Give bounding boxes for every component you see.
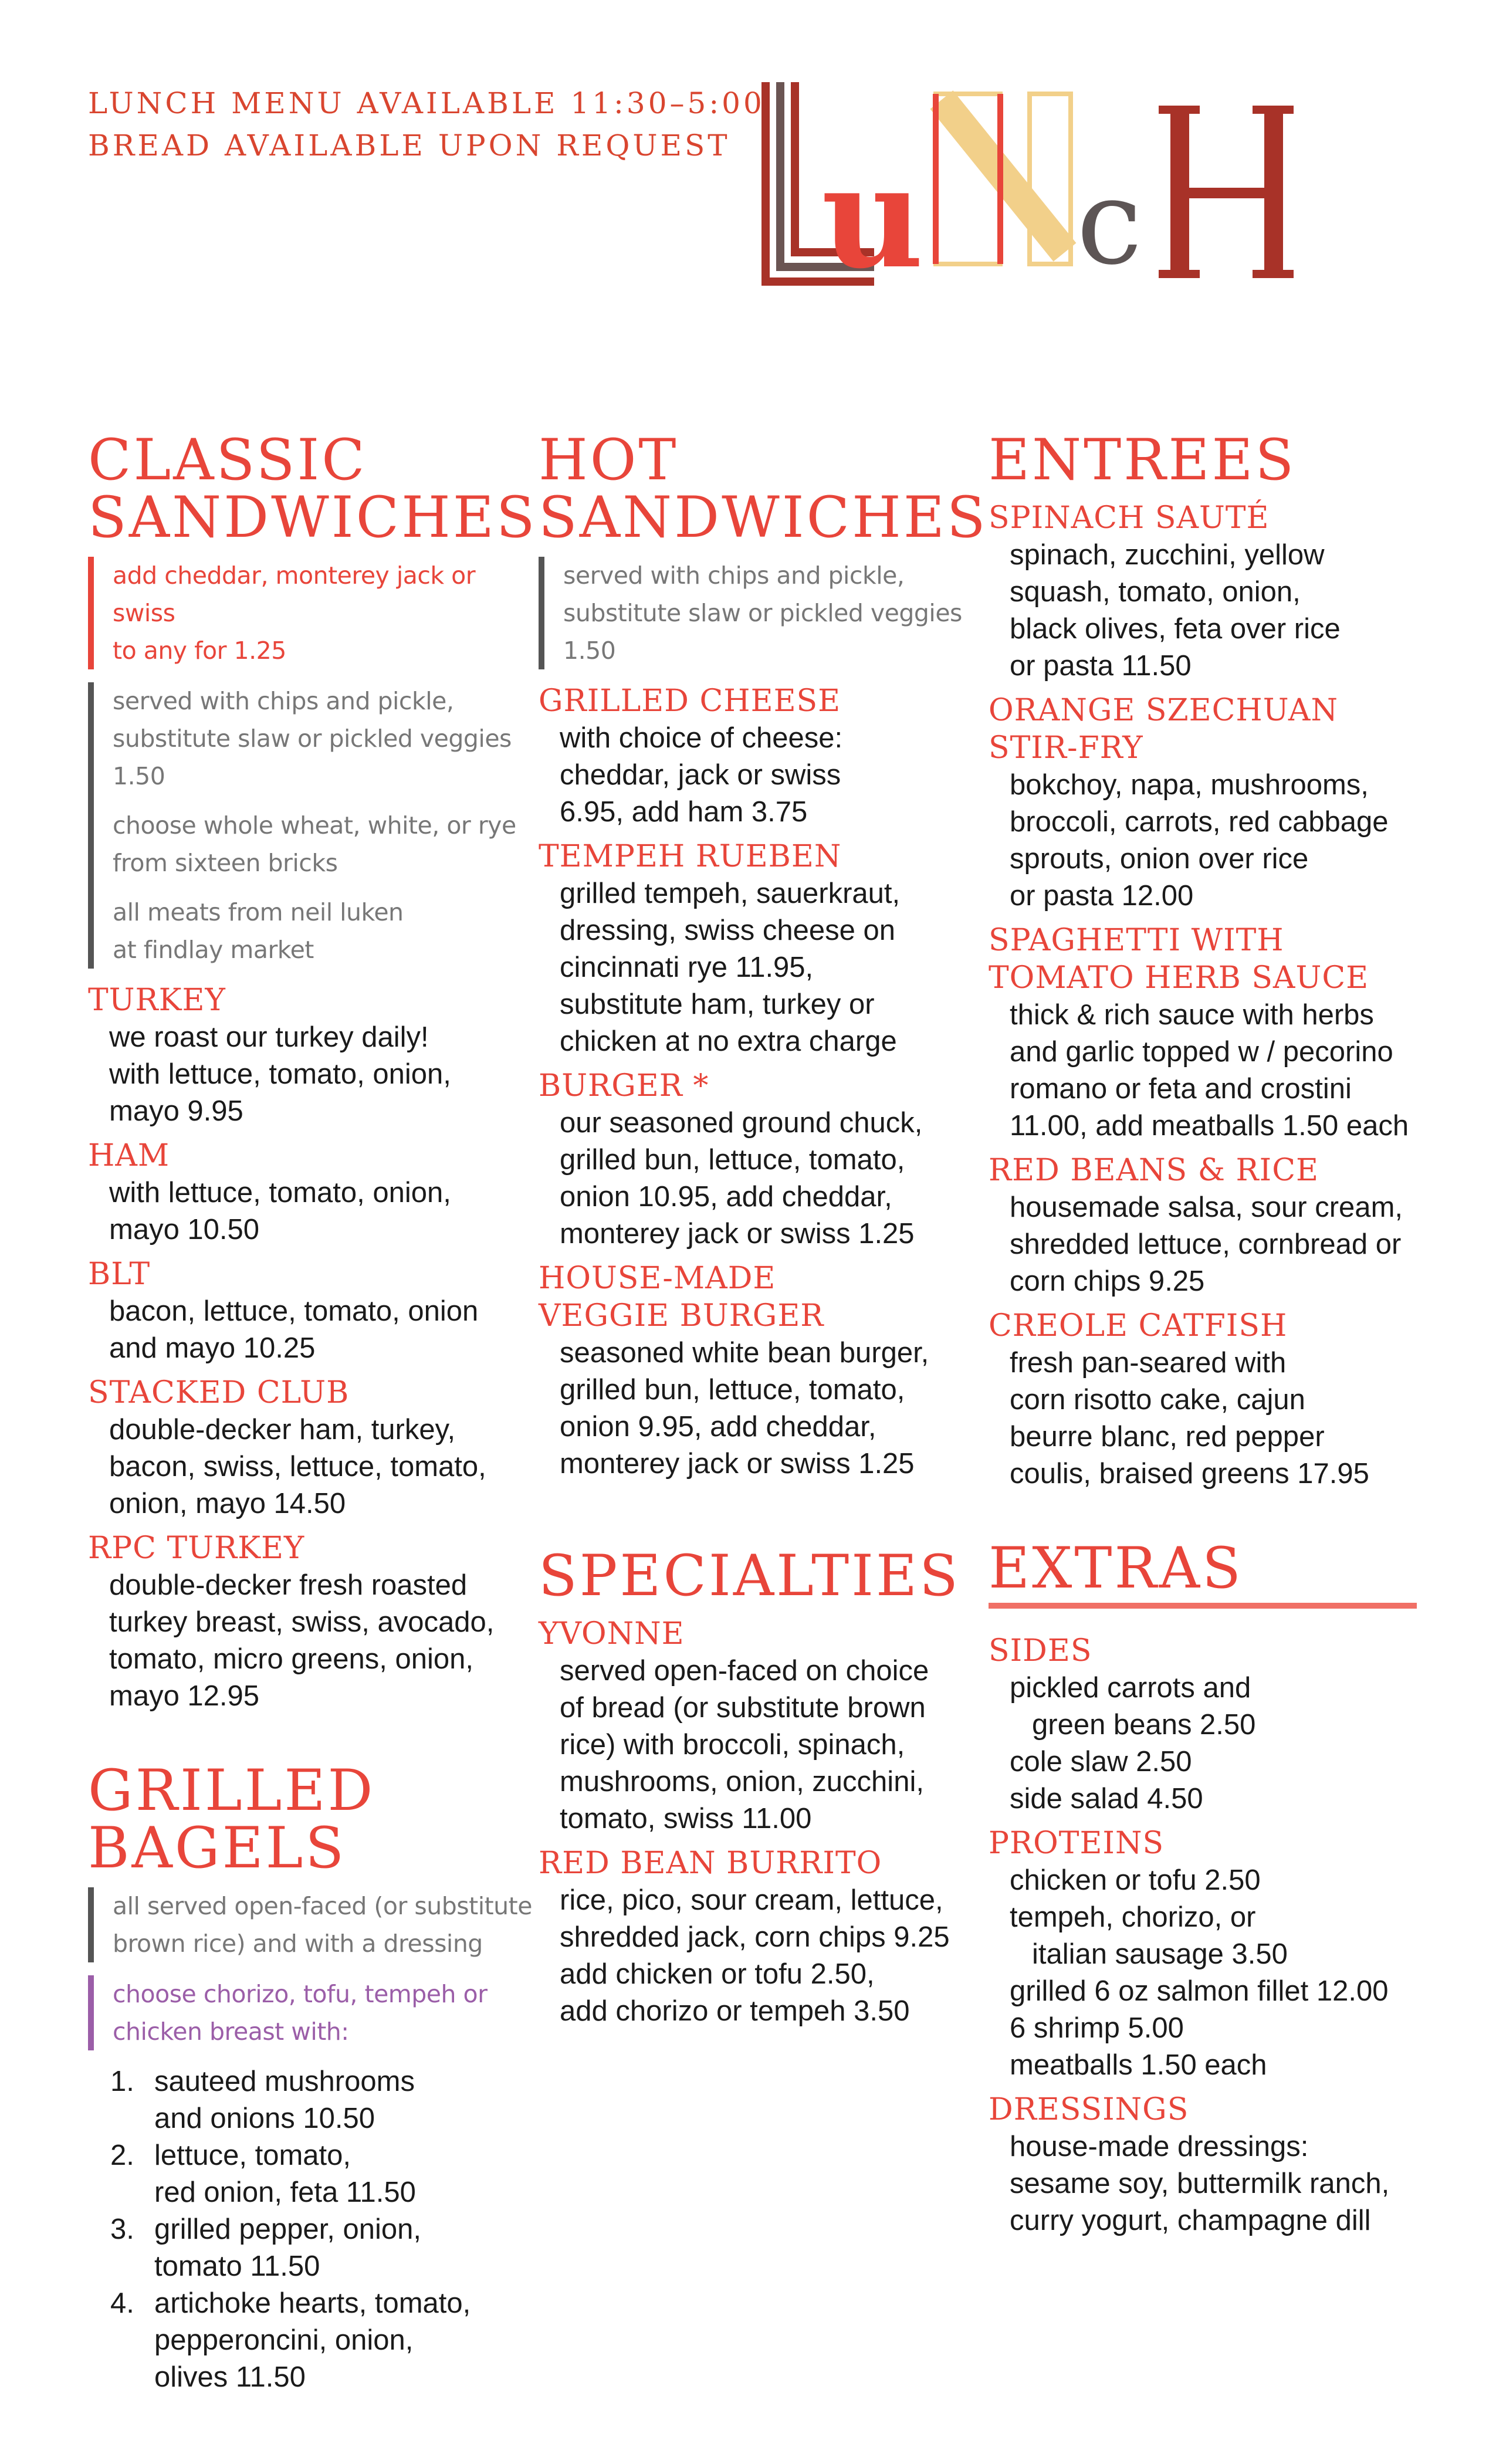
availability-hours: LUNCH MENU AVAILABLE 11:30–5:00 [88, 86, 765, 120]
item-name: CREOLE CATFISH [989, 1308, 1288, 1343]
item-description: rice, pico, sour cream, lettuce, shredded jack, corn chips 9.25 add chicken or tofu 2.50, add chorizo or tempeh 3.50 [560, 1884, 950, 2027]
menu-item [539, 1844, 990, 2030]
logo-letter-c: c [1077, 154, 1143, 291]
item-description: with lettuce, tomato, onion, mayo 10.50 [109, 1177, 451, 1245]
item-name: ORANGE SZECHUAN STIR-FRY [989, 693, 1338, 766]
item-name: STACKED CLUB [88, 1375, 350, 1410]
list-item: 1. sauteed mushrooms and onions 10.50 [110, 2066, 415, 2134]
item-description: thick & rich sauce with herbs and garlic topped w / pecorino romano or feta and crostini 11.00, add meatballs 1.50 each [1010, 999, 1409, 1142]
item-name: GRILLED CHEESE [539, 683, 841, 719]
grilled-bagels-title: GRILLED BAGELS [88, 1758, 375, 1881]
item-description: served open-faced on choice of bread (or substitute brown rice) with broccoli, spinach, mushrooms, onion, zucchini, tomato, swiss 11.00 [560, 1655, 929, 1835]
item-description: we roast our turkey daily! with lettuce, tomato, onion, mayo 9.95 [109, 1021, 451, 1127]
menu-item [989, 692, 1434, 915]
entrees-title: ENTREES [989, 427, 1297, 493]
bread-note: BREAD AVAILABLE UPON REQUEST [88, 128, 730, 163]
lunch-logo [760, 76, 1335, 300]
menu-item [88, 1374, 534, 1522]
bagel-options-list [88, 2063, 534, 2396]
group-name: PROTEINS [989, 1826, 1165, 1861]
menu-item [88, 981, 534, 1130]
item-description: housemade salsa, sour cream, shredded lettuce, cornbread or corn chips 9.25 [1010, 1192, 1403, 1297]
extras-group [989, 1632, 1434, 1817]
menu-item [539, 1615, 990, 1837]
item-description: double-decker ham, turkey, bacon, swiss, lettuce, tomato, onion, mayo 14.50 [109, 1414, 486, 1519]
item-description: bokchoy, napa, mushrooms, broccoli, carrots, red cabbage sprouts, onion over rice or pasta 12.00 [1010, 769, 1389, 912]
list-item: 2. lettuce, tomato, red onion, feta 11.50 [110, 2140, 416, 2208]
item-description: double-decker fresh roasted turkey breast, swiss, avocado, tomato, micro greens, onion, mayo 12.95 [109, 1569, 495, 1712]
group-name: SIDES [989, 1633, 1092, 1668]
item-name: TURKEY [88, 983, 226, 1018]
extras-title: EXTRAS [989, 1535, 1243, 1601]
menu-item [88, 1255, 534, 1367]
menu-item [989, 1307, 1434, 1492]
extras-divider [989, 1603, 1417, 1609]
menu-item [539, 682, 990, 831]
item-name: RPC TURKEY [88, 1531, 305, 1566]
menu-item [539, 838, 990, 1060]
menu-item [88, 1137, 534, 1248]
list-item: 4. artichoke hearts, tomato, pepperoncini, onion, olives 11.50 [110, 2287, 471, 2393]
specialties-title: SPECIALTIES [539, 1543, 960, 1609]
item-description: fresh pan-seared with corn risotto cake, cajun beurre blanc, red pepper coulis, braised greens 17.95 [1010, 1347, 1369, 1490]
item-name: HAM [88, 1138, 170, 1173]
hot-sandwiches-title: HOT SANDWICHES [539, 427, 988, 550]
item-description: grilled tempeh, sauerkraut, dressing, swiss cheese on cincinnati rye 11.95, substitute ham, turkey or chicken at no extra charge [560, 878, 901, 1057]
extras-group [989, 1825, 1434, 2084]
menu-item [989, 922, 1434, 1145]
group-items: chicken or tofu 2.50 tempeh, chorizo, or italian sausage 3.50 grilled 6 oz salmon fillet 12.00 6 shrimp 5.00 meatballs 1.50 each [1010, 1864, 1389, 2081]
column-classic-bagels [88, 427, 537, 2396]
hot-note: served with chips and pickle, substitute slaw or pickled veggies 1.50 [539, 557, 990, 669]
group-items: house-made dressings: sesame soy, buttermilk ranch, curry yogurt, champagne dill [1010, 2131, 1390, 2236]
group-items: pickled carrots and green beans 2.50 cole slaw 2.50 side salad 4.50 [1010, 1672, 1256, 1815]
item-name: RED BEANS & RICE [989, 1153, 1319, 1188]
list-item: 3. grilled pepper, onion, tomato 11.50 [110, 2213, 421, 2282]
logo-letter-u: u [821, 134, 924, 300]
menu-item [539, 1260, 990, 1483]
item-name: HOUSE-MADE VEGGIE BURGER [539, 1261, 824, 1333]
classic-sandwiches-title: CLASSIC SANDWICHES [88, 427, 537, 550]
cheese-addon-note: add cheddar, monterey jack or swiss to any for 1.25 [88, 557, 534, 669]
item-name: SPINACH SAUTÉ [989, 500, 1270, 536]
bagels-note: all served open-faced (or substitute brown rice) and with a dressing [88, 1887, 534, 1962]
menu-item [539, 1067, 990, 1253]
column-hot-specialties [539, 427, 990, 2037]
item-name: BURGER * [539, 1068, 709, 1104]
menu-item [88, 1529, 534, 1715]
item-description: with choice of cheese: cheddar, jack or swiss 6.95, add ham 3.75 [560, 722, 843, 828]
item-description: seasoned white bean burger, grilled bun, lettuce, tomato, onion 9.95, add cheddar, monterey jack or swiss 1.25 [560, 1337, 929, 1480]
item-name: BLT [88, 1257, 151, 1292]
item-description: our seasoned ground chuck, grilled bun, lettuce, tomato, onion 10.95, add cheddar, monterey jack or swiss 1.25 [560, 1107, 923, 1250]
classic-notes: served with chips and pickle, substitute slaw or pickled veggies 1.50 choose whole wheat, white, or rye from sixteen bricks all meats from neil luken at findlay market [88, 682, 534, 969]
group-name: DRESSINGS [989, 2092, 1189, 2127]
bagels-protein-note: choose chorizo, tofu, tempeh or chicken breast with: [88, 1975, 534, 2050]
column-entrees-extras [989, 427, 1434, 2246]
item-name: YVONNE [539, 1616, 685, 1651]
availability-info [88, 82, 765, 167]
menu-item [989, 499, 1434, 685]
item-description: spinach, zucchini, yellow squash, tomato, onion, black olives, feta over rice or pasta 11.50 [1010, 539, 1341, 682]
extras-group [989, 2091, 1434, 2239]
menu-item [989, 1152, 1434, 1300]
item-name: TEMPEH RUEBEN [539, 839, 842, 874]
item-name: RED BEAN BURRITO [539, 1846, 882, 1881]
item-description: bacon, lettuce, tomato, onion and mayo 10.25 [109, 1295, 479, 1364]
item-name: SPAGHETTI WITH TOMATO HERB SAUCE [989, 923, 1369, 996]
